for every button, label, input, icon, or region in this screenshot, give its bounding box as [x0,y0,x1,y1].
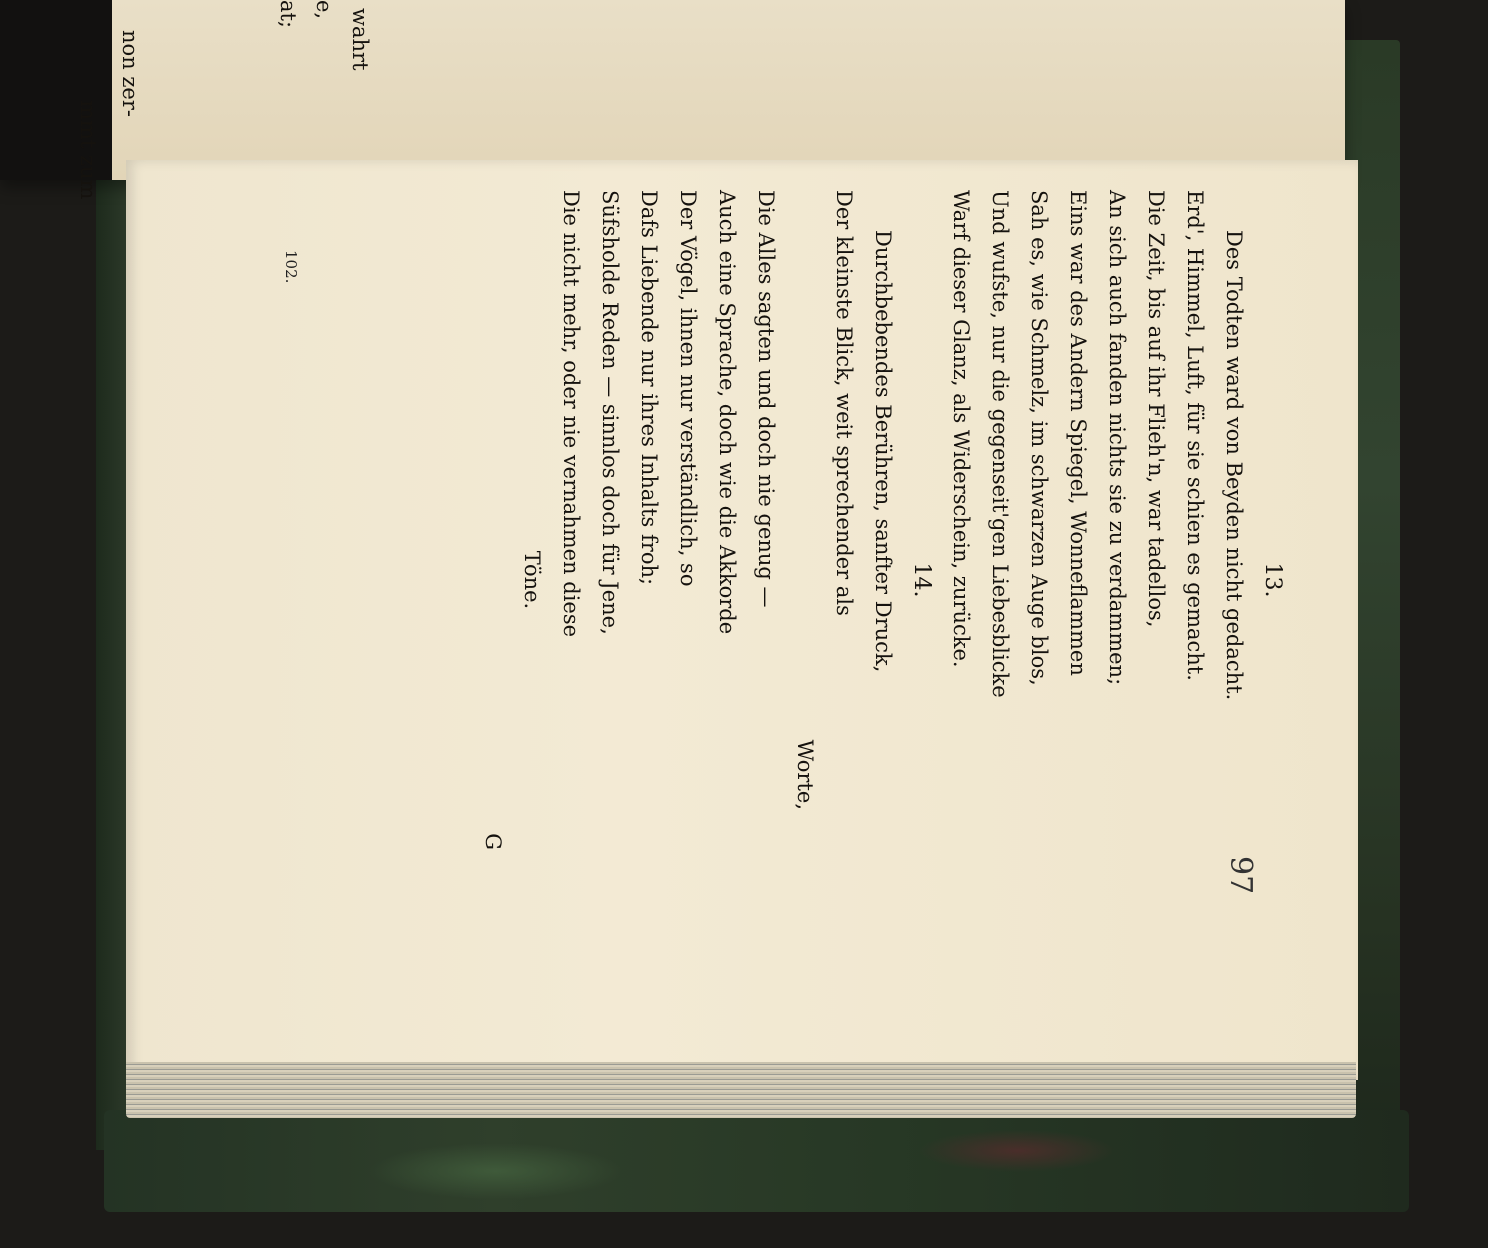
verse-line: Töne. [520,550,544,610]
verse-line: Der Vögel, ihnen nur verständlich, so [676,190,700,587]
verse-line: Und wufste, nur die gegenseit'gen Liebesblicke [988,190,1012,698]
verse-line: Auch eine Sprache, doch wie die Akkorde [715,190,739,635]
page-edges [126,1062,1356,1118]
verse-line: Durchbebendes Berühren, sanfter Druck, [871,230,895,673]
previous-page-text [272,0,380,71]
previous-page [0,0,1345,180]
signature-mark: G [481,833,505,850]
book-cover-bottom-edge [104,1110,1409,1212]
verse-line: Dafs Liebende nur ihres Inhalts froh; [637,190,661,586]
footer-number: 102. [282,250,300,284]
prev-line: mmt zum [76,100,100,200]
verse-line: Des Todten ward von Beyden nicht gedacht. [1222,230,1246,701]
verse-line: Die Alles sagten und doch nie genug — [754,190,778,608]
verse-line: Sah es, wie Schmelz, im schwarzen Auge blos, [1027,190,1051,686]
previous-page-text [114,0,150,117]
prev-line: wahrt [348,8,372,71]
verse-line: Eins war des Andern Spiegel, Wonneflammen [1066,190,1090,676]
prev-line: non zer- [118,30,142,117]
page-body [473,190,1292,970]
prev-line: e, [312,0,336,20]
verse-line: Süfsholde Reden — sinnlos doch für Jene, [598,190,622,635]
verse-line: Warf dieser Glanz, als Widerschein, zurücke. [949,190,973,668]
page-number: 97 [1223,856,1258,895]
verse-line: Erd', Himmel, Luft, für sie schien es gemacht. [1183,190,1207,681]
verse-line: Die Zeit, bis auf ihr Flieh'n, war tadellos, [1144,190,1168,628]
verse-line: An sich auch fanden nichts sie zu verdammen; [1105,190,1129,686]
verse-line: Die nicht mehr, oder nie vernahmen diese [559,190,583,638]
book-spine-left [96,170,130,1150]
stanza-heading: 14. [909,562,934,598]
prev-line: at; [276,0,300,29]
verse-line: Der kleinste Blick, weit sprechender als [832,190,856,616]
previous-page-text [72,0,108,199]
verse-line: Worte, [793,739,817,810]
stanza-heading: 13. [1260,562,1285,598]
